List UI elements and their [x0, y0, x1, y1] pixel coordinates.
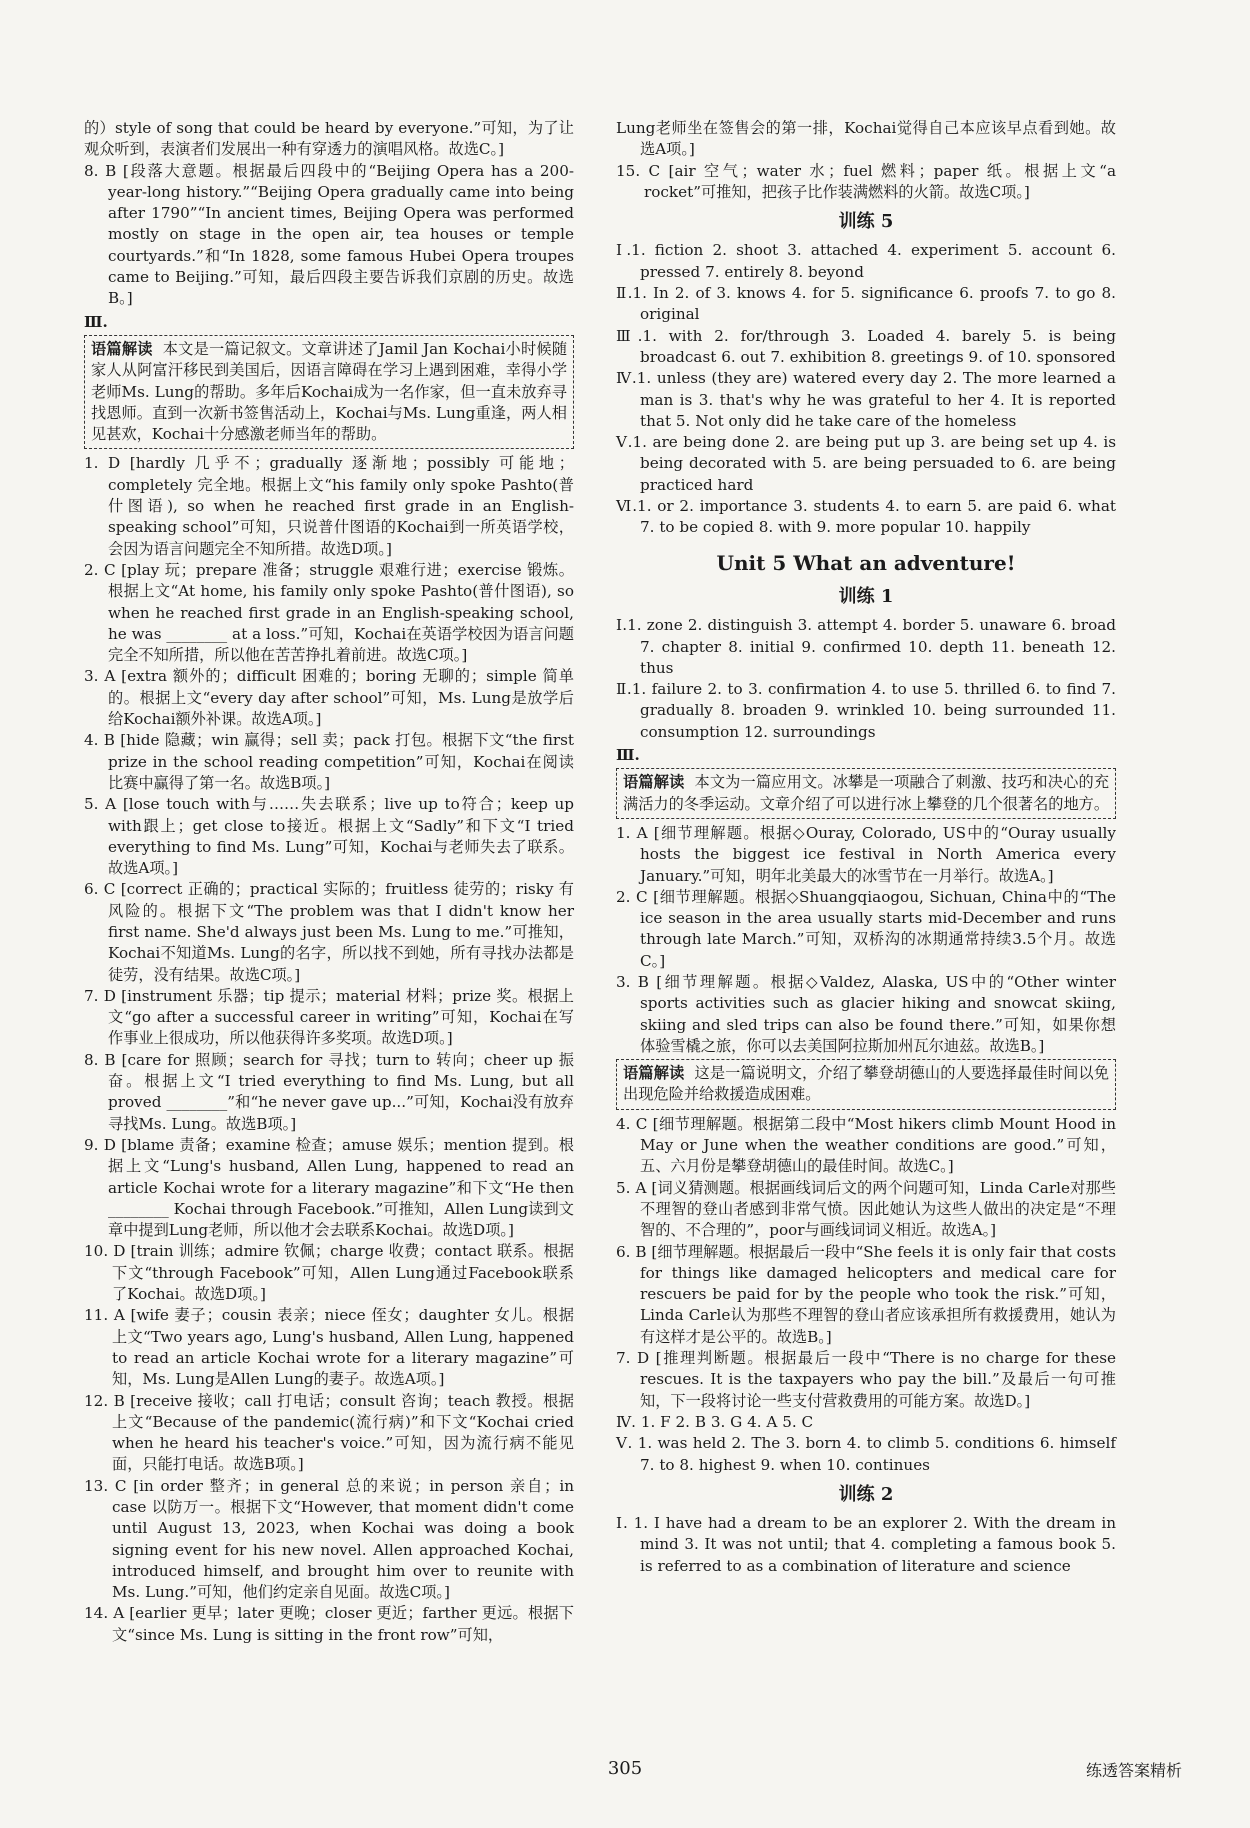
answer-item: 14. A [earlier 更早；later 更晚；closer 更近；farther 更远。根据下文“since Ms. Lung is sitting in the front row”可知， [84, 1604, 574, 1644]
answer-item: 9. D [blame 责备；examine 检查；amuse 娱乐；mention 提到。根据上文“Lung's husband, Allen Lung, happened to read an article Kochai wrote for a literary magazine”和下文“He then ________ Kochai through Facebook.”可推知，Allen Lung读到文章中提到Lung老师，所以他才会去联系Kochai。故选D项。] [84, 1135, 574, 1240]
section-heading: Ⅲ. [84, 312, 108, 331]
section-heading: Ⅲ. [616, 746, 640, 765]
passage-analysis-box [616, 1059, 1116, 1110]
answer-item: 15. C [air 空气；water 水；fuel 燃料；paper 纸。根据上文“a rocket”可推知，把孩子比作装满燃料的火箭。故选C项。] [616, 161, 1116, 201]
answer-text: 1. unless (they are) watered every day 2. The more learned a man is 3. that's why he was grateful to her 4. It is reported that 5. Not only did he take care of the homeless [636, 369, 1116, 430]
answer-row: Ⅰ. 1. I have had a dream to be an explorer 2. With the dream in mind 3. It was not until; that 4. completing a famous book 5. is referred to as a combination of literature and science [616, 1514, 1116, 1575]
answer-item: 11. A [wife 妻子；cousin 表亲；niece 侄女；daughter 女儿。根据上文“Two years ago, Lung's husband, Allen Lung, happened to read an article Kochai wrote for a literary magazine”可知，Ms. Lung是Allen Lung的妻子。故选A项。] [84, 1306, 574, 1389]
answer-item: 3. B [细节理解题。根据◇Valdez, Alaska, US中的“Other winter sports activities such as glacier hiking and snowcat skiing, skiing and sled trips can also be found there.”可知，如果你想体验雪橇之旅，你可以去美国阿拉斯加州瓦尔迪兹。故选B。] [616, 972, 1116, 1055]
answer-item: 6. B [细节理解题。根据最后一段中“She feels it is only fair that costs for things like damaged helicopters and medical care for rescuers be paid for by the people who took the risk.”可知，Linda Carle认为那些不理智的登山者应该承担所有救援费用，她认为有这样才是公平的。故选B。] [616, 1242, 1116, 1346]
passage-analysis-box [616, 768, 1116, 819]
roman-numeral: Ⅰ. [616, 241, 632, 260]
answer-row [616, 240, 1116, 283]
box-tag: 语篇解读 [91, 339, 153, 358]
answer-item: 1. D [hardly 几乎不；gradually 逐渐地；possibly 可能地；completely 完全地。根据上文“his family only spoke Pashto(普什图语), so when he reached first grade in an English-speaking school”可知，只说普什图语的Kochai到一所英语学校，会因为语言问题完全不知所措。故选D项。] [84, 454, 574, 558]
answer-item: 7. D [instrument 乐器；tip 提示；material 材料；prize 奖。根据上文“go after a successful career in writing”可知，Kochai在写作事业上很成功，所以他获得许多奖项。故选D项。] [84, 986, 574, 1048]
answer-item: 4. C [细节理解题。根据第二段中“Most hikers climb Mount Hood in May or June when the weather conditions are good.”可知，五、六月份是攀登胡德山的最佳时间。故选C。] [616, 1114, 1116, 1176]
page-number: 305 [607, 1758, 643, 1779]
answer-item: 2. C [play 玩；prepare 准备；struggle 艰难行进；exercise 锻炼。根据上文“At home, his family only spoke Pashto(普什图语), so when he reached first grade in an English-speaking school, he was ________ at a loss.”可知，Kochai在英语学校因为语言问题完全不知所措，所以他在苦苦挣扎着前进。故选C项。] [84, 560, 574, 665]
box-tag: 语篇解读 [623, 1064, 685, 1083]
answer-row [616, 615, 1116, 679]
training-heading: 训练 5 [838, 211, 894, 233]
answer-item: 4. B [hide 隐藏；win 赢得；sell 卖；pack 打包。根据下文“the first prize in the school reading competition”可知，Kochai在阅读比赛中赢得了第一名。故选B项。] [84, 731, 574, 792]
box-text: 这是一篇说明文，介绍了攀登胡德山的人要选择最佳时间以免出现危险并给救援造成困难。 [623, 1064, 1110, 1104]
answer-item: 6. C [correct 正确的；practical 实际的；fruitless 徒劳的；risky 有风险的。根据下文“The problem was that I didn't know her first name. She'd always just been Ms. Lung to me.”可推知，Kochai不知道Ms. Lung的名字，所以找不到她，所有寻找办法都是徒劳，没有结果。故选C项。] [84, 880, 574, 984]
answer-item: 10. D [train 训练；admire 钦佩；charge 收费；contact 联系。根据下文“through Facebook”可知，Allen Lung通过Facebook联系了Kochai。故选D项。] [84, 1242, 574, 1304]
answer-text: 1. with 2. for/through 3. Loaded 4. barely 5. is being broadcast 6. out 7. exhibition 8. greetings 9. of 10. sponsored [640, 326, 1116, 366]
answer-row [616, 679, 1116, 743]
left-column [84, 118, 574, 1646]
roman-numeral: Ⅵ. [616, 497, 638, 516]
box-tag: 语篇解读 [623, 773, 685, 792]
unit-heading: Unit 5 What an adventure! [716, 550, 1016, 575]
training-heading: 训练 2 [838, 1483, 894, 1505]
answer-item: 7. D [推理判断题。根据最后一段中“There is no charge for these rescues. It is the taxpayers who pay the bill.”及最后一句可推知，下一段将讨论一些支付营救费用的可能方案。故选D。] [616, 1349, 1116, 1410]
answer-row: Ⅴ. 1. was held 2. The 3. born 4. to climb 5. conditions 6. himself 7. to 8. highest 9. when 10. continues [616, 1434, 1116, 1474]
passage-analysis-box [84, 335, 574, 449]
answer-row [616, 326, 1116, 369]
roman-numeral: Ⅱ. [616, 284, 633, 303]
answer-text: 1. or 2. importance 3. students 4. to earn 5. are paid 6. what 7. to be copied 8. with 9. more popular 10. happily [637, 497, 1116, 537]
box-text: 本文为一篇应用文。冰攀是一项融合了刺激、技巧和决心的充满活力的冬季运动。文章介绍了可以进行冰上攀登的几个很著名的地方。 [623, 773, 1110, 813]
roman-numeral: Ⅲ. [616, 326, 643, 345]
answer-row [616, 283, 1116, 326]
answer-row [616, 368, 1116, 432]
answer-text: 1. zone 2. distinguish 3. attempt 4. border 5. unaware 6. broad 7. chapter 8. initial 9. confirmed 10. depth 11. beneath 12. thus [627, 616, 1116, 677]
box-text: 本文是一篇记叙文。文章讲述了Jamil Jan Kochai小时候随家人从阿富汗移民到美国后，因语言障碍在学习上遇到困难，幸得小学老师Ms. Lung的帮助。多年后Kochai成为一名作家，但一直未放弃寻找恩师。直到一次新书签售活动上，Kochai与Ms. Lung重逢，两人相见甚欢，Kochai十分感激老师当年的帮助。 [91, 339, 568, 444]
answer-text: 1. In 2. of 3. knows 4. for 5. significance 6. proofs 7. to go 8. original [632, 284, 1116, 324]
answer-item: 12. B [receive 接收；call 打电话；consult 咨询；teach 教授。根据上文“Because of the pandemic(流行病)”和下文“Kochai cried when he heard his teacher's voice.”可知，因为流行病不能见面，只能打电话。故选B项。] [84, 1391, 574, 1474]
answer-row: Ⅳ. 1. F 2. B 3. G 4. A 5. C [616, 1412, 814, 1431]
answer-item: 1. A [细节理解题。根据◇Ouray, Colorado, US中的“Ouray usually hosts the biggest ice festival in North America every January.”可知，明年北美最大的冰雪节在一月举行。故选A。] [616, 823, 1116, 885]
roman-numeral: Ⅳ. [616, 369, 637, 388]
answer-item: 8. B [段落大意题。根据最后四段中的“Beijing Opera has a 200-year-long history.”“Beijing Opera gradually came into being after 1790”“In ancient times, Beijing Opera was performed mostly on stage in the open air, tea houses or temple courtyards.”和“In 1828, some famous Hubei Opera troupes came to Beijing.”可知，最后四段主要告诉我们京剧的历史。故选B。] [84, 161, 574, 308]
answer-text: 1. are being done 2. are being put up 3. are being set up 4. is being decorated with 5. are being persuaded to 6. are being practiced hard [632, 433, 1116, 494]
answer-item: 3. A [extra 额外的；difficult 困难的；boring 无聊的；simple 简单的。根据上文“every day after school”可知，Ms. Lung是放学后给Kochai额外补课。故选A项。] [84, 667, 574, 729]
roman-numeral: Ⅱ. [616, 680, 632, 699]
answer-item: 5. A [lose touch with与……失去联系；live up to符合；keep up with跟上；get close to接近。根据上文“Sadly”和下文“I tried everything to find Ms. Lung”可知，Kochai与老师失去了联系。故选A项。] [84, 795, 574, 878]
answer-row [616, 432, 1116, 496]
right-column [616, 118, 1116, 1577]
left-continuation: 的）style of song that could be heard by everyone.”可知，为了让观众听到，表演者们发展出一种有穿透力的演唱风格。故选C。] [84, 119, 574, 159]
answer-item: 5. A [词义猜测题。根据画线词后文的两个问题可知，Linda Carle对那些不理智的登山者感到非常气愤。因此她认为这些人做出的决定是“不理智的、不合理的”，poor与画线词词义相近。故选A。] [616, 1178, 1116, 1240]
answer-item: 13. C [in order 整齐；in general 总的来说；in person 亲自；in case 以防万一。根据下文“However, that moment didn't come until August 13, 2023, when Kochai was doing a book signing event for his new novel. Allen approached Kochai, introduced himself, and brought him over to reunite with Ms. Lung.”可知，他们约定亲自见面。故选C项。] [84, 1476, 574, 1602]
right-continuation: Lung老师坐在签售会的第一排，Kochai觉得自己本应该早点看到她。故选A项。] [616, 119, 1116, 159]
roman-numeral: Ⅰ. [616, 616, 628, 635]
training-heading: 训练 1 [838, 585, 894, 607]
answer-text: 1. failure 2. to 3. confirmation 4. to use 5. thrilled 6. to find 7. gradually 8. broaden 9. wrinkled 10. being surrounded 11. consumption 12. surroundings [631, 680, 1116, 741]
footer-label: 练透答案精析 [1085, 1761, 1182, 1780]
answer-item: 8. B [care for 照顾；search for 寻找；turn to 转向；cheer up 振奋。根据上文“I tried everything to find Ms. Lung, but all proved ________”和“he never gave up...”可知，Kochai没有放弃寻找Ms. Lung。故选B项。] [84, 1050, 574, 1133]
answer-text: 1. fiction 2. shoot 3. attached 4. experiment 5. account 6. pressed 7. entirely 8. beyond [631, 241, 1116, 281]
answer-row [616, 496, 1116, 539]
answer-item: 2. C [细节理解题。根据◇Shuangqiaogou, Sichuan, China中的“The ice season in the area usually starts mid-December and runs through late March.”可知，双桥沟的冰期通常持续3.5个月。故选C。] [616, 887, 1116, 970]
roman-numeral: Ⅴ. [616, 433, 633, 452]
